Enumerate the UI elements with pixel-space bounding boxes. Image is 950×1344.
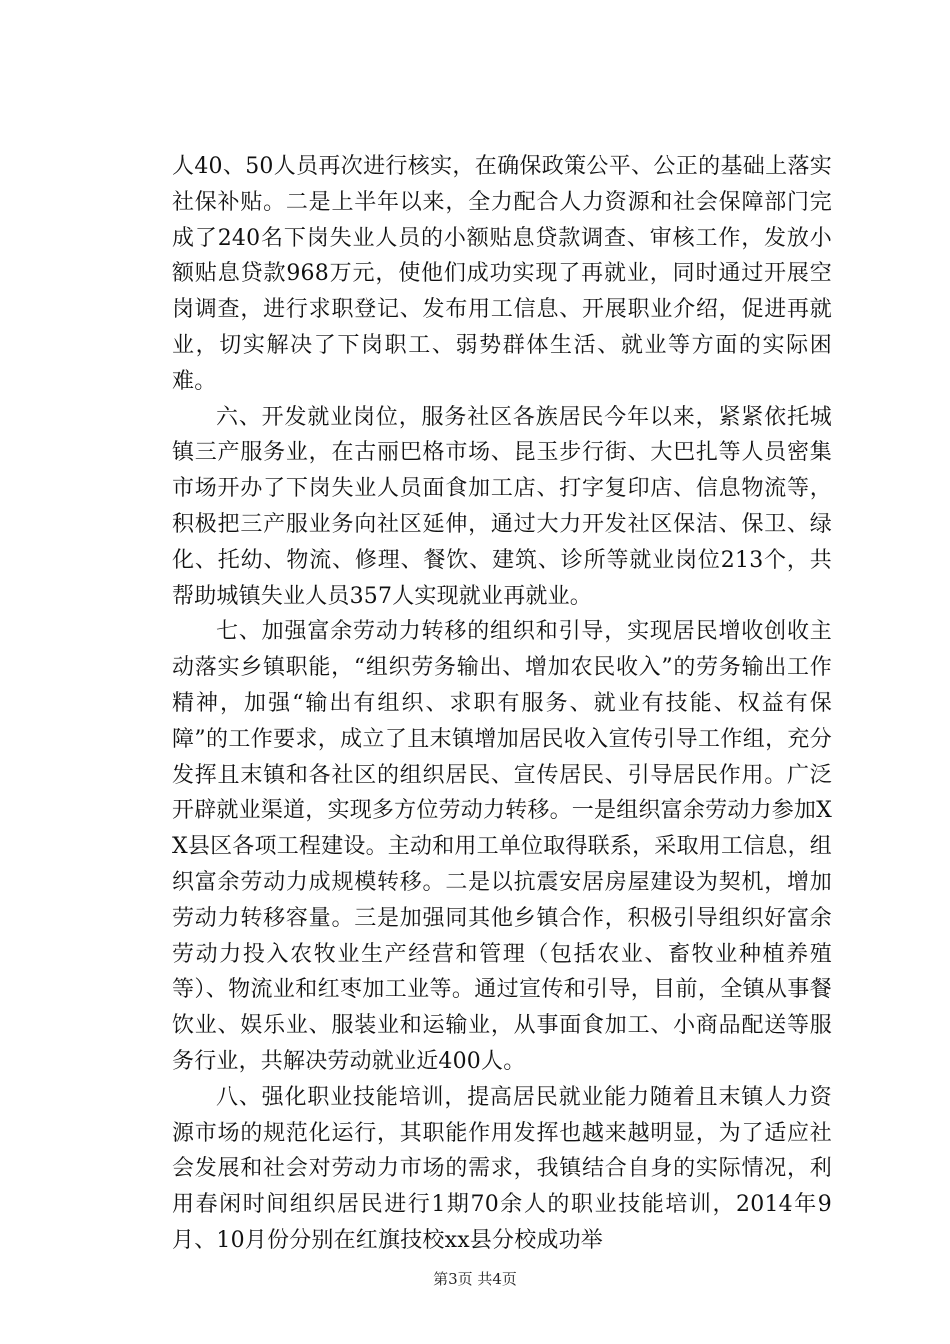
page-number: 第3页 共4页 [433, 1270, 517, 1288]
document-body [172, 149, 832, 1259]
paragraph-2: 六、开发就业岗位，服务社区各族居民今年以来，紧紧依托城镇三产服务业，在古丽巴格市场、昆玉步行街、大巴扎等人员密集市场开办了下岗失业人员面食加工店、打字复印店、信息物流等，积极把三产服业务向社区延伸，通过大力开发社区保洁、保卫、绿化、托幼、物流、修理、餐饮、建筑、诊所等就业岗位213个，共帮助城镇失业人员357人实现就业再就业。 [172, 404, 832, 609]
paragraph-4: 八、强化职业技能培训，提高居民就业能力随着且末镇人力资源市场的规范化运行，其职能作用发挥也越来越明显，为了适应社会发展和社会对劳动力市场的需求，我镇结合自身的实际情况，利用春闲时间组织居民进行1期70余人的职业技能培训，2014年9月、10月份分别在红旗技校xx县分校成功举 [172, 1084, 832, 1253]
paragraph-1: 人40、50人员再次进行核实，在确保政策公平、公正的基础上落实社保补贴。二是上半年以来，全力配合人力资源和社会保障部门完成了240名下岗失业人员的小额贴息贷款调查、审核工作，发放小额贴息贷款968万元，使他们成功实现了再就业，同时通过开展空岗调查，进行求职登记、发布用工信息、开展职业介绍，促进再就业，切实解决了下岗职工、弱势群体生活、就业等方面的实际困难。 [172, 154, 832, 394]
paragraph-3: 七、加强富余劳动力转移的组织和引导，实现居民增收创收主动落实乡镇职能，“组织劳务输出、增加农民收入”的劳务输出工作精神，加强“输出有组织、求职有服务、就业有技能、权益有保障”的工作要求，成立了且末镇增加居民收入宣传引导工作组，充分发挥且末镇和各社区的组织居民、宣传居民、引导居民作用。广泛开辟就业渠道，实现多方位劳动力转移。一是组织富余劳动力参加XX县区各项工程建设。主动和用工单位取得联系，采取用工信息，组织富余劳动力成规模转移。二是以抗震安居房屋建设为契机，增加劳动力转移容量。三是加强同其他乡镇合作，积极引导组织好富余劳动力投入农牧业生产经营和管理（包括农业、畜牧业种植养殖等）、物流业和红枣加工业等。通过宣传和引导，目前，全镇从事餐饮业、娱乐业、服装业和运输业，从事面食加工、小商品配送等服务行业，共解决劳动就业近400人。 [172, 619, 832, 1074]
page-footer [0, 1268, 950, 1289]
